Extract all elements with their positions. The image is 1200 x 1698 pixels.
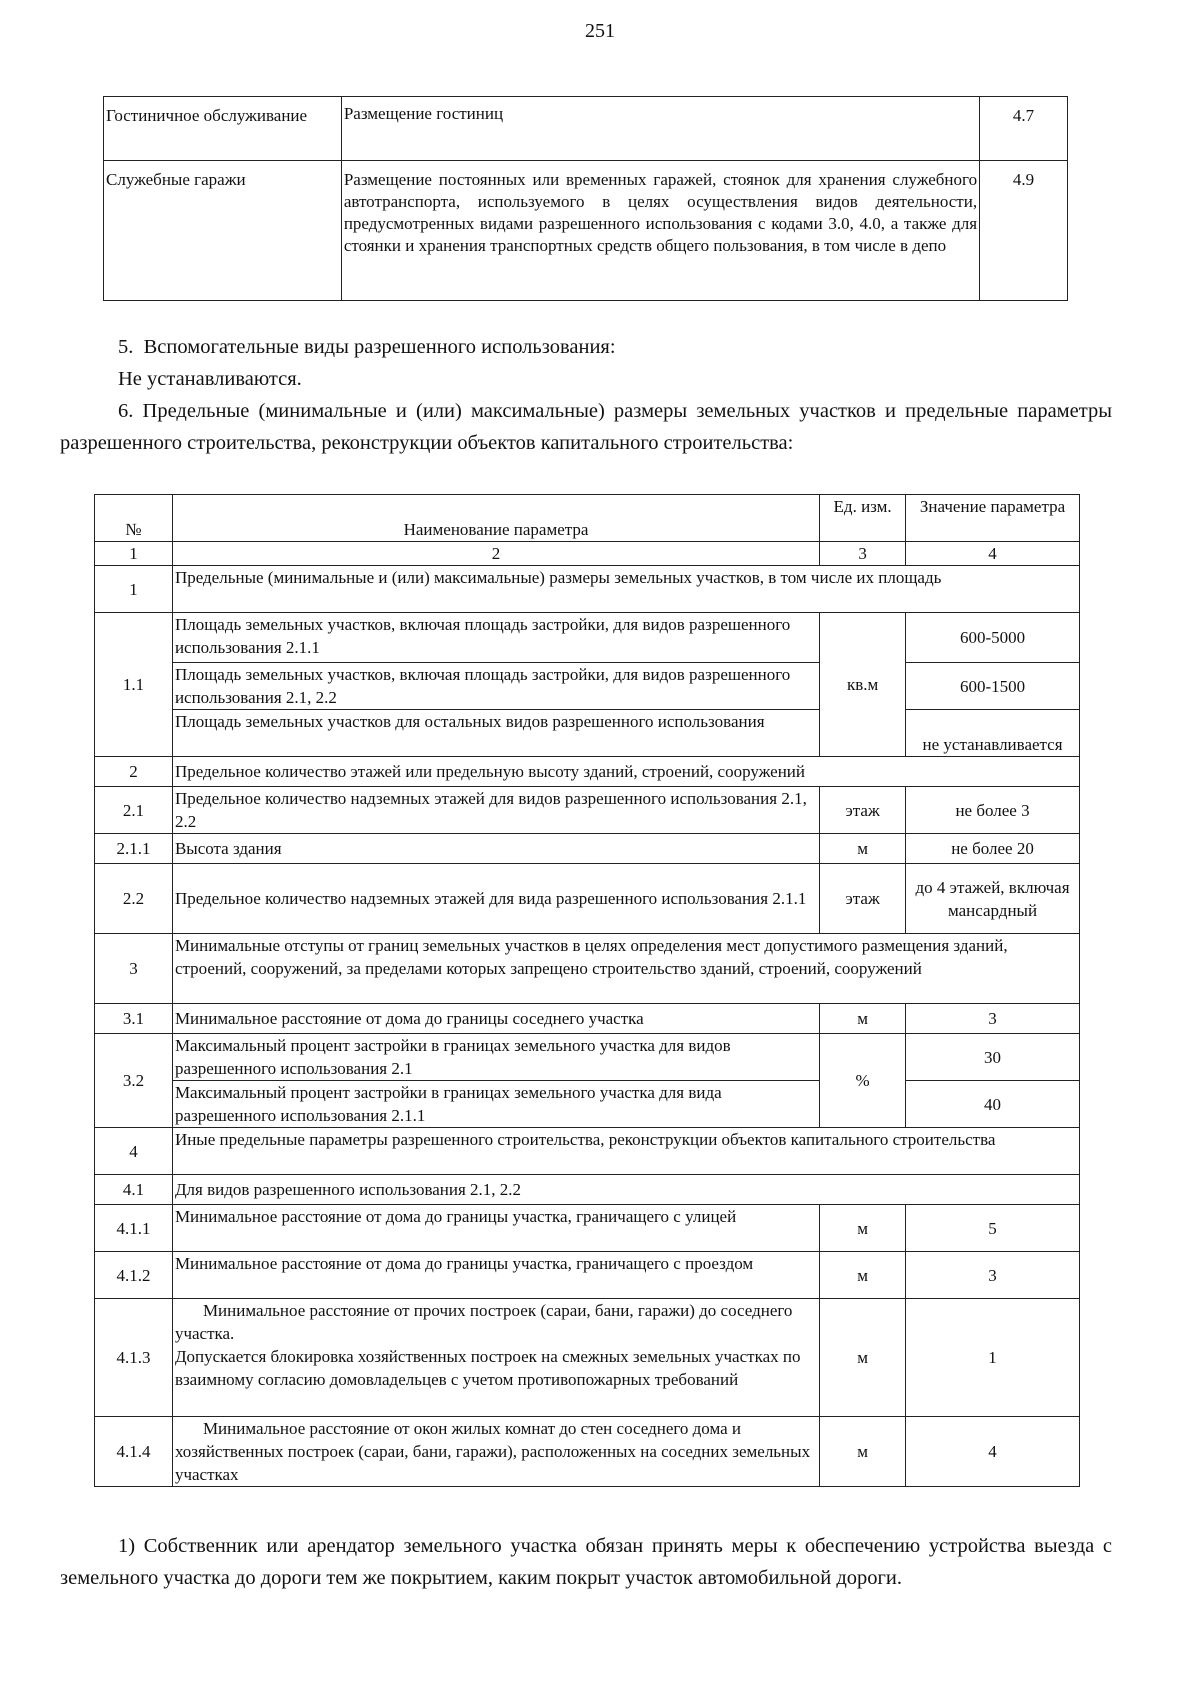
- row-value: до 4 этажей, включая мансардный: [906, 864, 1080, 934]
- table-row: [95, 1034, 1080, 1081]
- row-name: Предельное количество надземных этажей для вида разрешенного использования 2.1.1: [172, 864, 819, 934]
- footnote: 1) Собственник или арендатор земельного участка обязан принять меры к обеспечению устройства выезда с земельного участка до дороги тем же покрытием, каким покрыт участок автомобильной дороги.: [60, 1535, 1112, 1589]
- row-name: Для видов разрешенного использования 2.1, 2.2: [172, 1175, 1079, 1205]
- header-unit: Ед. изм.: [820, 495, 906, 542]
- row-name: Минимальное расстояние от окон жилых комнат до стен соседнего дома и хозяйственных построек (сараи, бани, гаражи), расположенных на соседних земельных участках: [172, 1417, 819, 1487]
- row-name: Площадь земельных участков, включая площадь застройки, для видов разрешенного использования 2.1.1: [172, 613, 819, 663]
- row-unit: кв.м: [820, 613, 906, 757]
- row-name: Максимальный процент застройки в границах земельного участка для вида разрешенного использования 2.1.1: [172, 1081, 819, 1128]
- table-row: [95, 757, 1080, 787]
- row-value: 4: [906, 1417, 1080, 1487]
- table-row: [95, 1128, 1080, 1175]
- row-value: 3: [906, 1252, 1080, 1299]
- row-value: 1: [906, 1299, 1080, 1417]
- table-row: [95, 566, 1080, 613]
- row-unit: этаж: [820, 787, 906, 834]
- row-num: 1.1: [95, 613, 173, 757]
- table-row: [95, 834, 1080, 864]
- row-name: Максимальный процент застройки в границах земельного участка для видов разрешенного использования 2.1: [172, 1034, 819, 1081]
- section-6-heading: 6. Предельные (минимальные и (или) максимальные) размеры земельных участков и предельные параметры разрешенного строительства, реконструкции объектов капитального строительства:: [60, 400, 1112, 454]
- table-row: [104, 161, 1068, 301]
- row-num: 2.1.1: [95, 834, 173, 864]
- row-name: Площадь земельных участков для остальных видов разрешенного использования: [172, 710, 819, 757]
- row-unit: м: [820, 834, 906, 864]
- header-value: Значение параметра: [906, 495, 1080, 542]
- header-num: №: [95, 495, 173, 542]
- row-name: Иные предельные параметры разрешенного строительства, реконструкции объектов капитального строительства: [172, 1128, 1079, 1175]
- row-value: не более 20: [906, 834, 1080, 864]
- col-number: 2: [172, 542, 819, 566]
- col-number: 1: [95, 542, 173, 566]
- section-5-heading: 5. Вспомогательные виды разрешенного использования:: [118, 336, 616, 358]
- use-code: 4.7: [980, 97, 1068, 161]
- section-5-text: Не устанавливаются.: [118, 368, 302, 390]
- table-row: [95, 1175, 1080, 1205]
- table-row: [95, 663, 1080, 710]
- table-row: [95, 1205, 1080, 1252]
- table-row: [95, 1252, 1080, 1299]
- permitted-use-table: [103, 96, 1068, 301]
- row-num: 4.1.3: [95, 1299, 173, 1417]
- row-value: 40: [906, 1081, 1080, 1128]
- row-name: [172, 1299, 819, 1417]
- row-num: 1: [95, 566, 173, 613]
- row-num: 4: [95, 1128, 173, 1175]
- table-row: [95, 1417, 1080, 1487]
- row-value: 600-5000: [906, 613, 1080, 663]
- row-num: 4.1.2: [95, 1252, 173, 1299]
- col-number: 3: [820, 542, 906, 566]
- row-name: Минимальное расстояние от дома до границы участка, граничащего с проездом: [172, 1252, 819, 1299]
- table-row: [95, 1081, 1080, 1128]
- row-num: 3.1: [95, 1004, 173, 1034]
- table-row: [95, 613, 1080, 663]
- header-row: [95, 495, 1080, 542]
- use-description: Размещение гостиниц: [341, 97, 979, 161]
- row-unit: м: [820, 1252, 906, 1299]
- table-row: [95, 1299, 1080, 1417]
- row-name: Минимальные отступы от границ земельных участков в целях определения мест допустимого размещения зданий, строений, сооружений, за пределами которых запрещено строительство зданий, строений, сооружений: [172, 934, 1079, 1004]
- row-num: 2: [95, 757, 173, 787]
- row-name: Площадь земельных участков, включая площадь застройки, для видов разрешенного использования 2.1, 2.2: [172, 663, 819, 710]
- row-value: 3: [906, 1004, 1080, 1034]
- page-number: 251: [585, 20, 615, 42]
- row-unit: м: [820, 1004, 906, 1034]
- row-num: 3.2: [95, 1034, 173, 1128]
- row-name: Минимальное расстояние от дома до границы участка, граничащего с улицей: [172, 1205, 819, 1252]
- row-value: 600-1500: [906, 663, 1080, 710]
- header-name: Наименование параметра: [172, 495, 819, 542]
- row-num: 4.1: [95, 1175, 173, 1205]
- row-name: Минимальное расстояние от дома до границы соседнего участка: [172, 1004, 819, 1034]
- table-row: [95, 710, 1080, 757]
- row-unit: м: [820, 1417, 906, 1487]
- row-num: 4.1.1: [95, 1205, 173, 1252]
- row-unit: м: [820, 1205, 906, 1252]
- table-row: [95, 787, 1080, 834]
- row-name: Предельное количество надземных этажей для видов разрешенного использования 2.1, 2.2: [172, 787, 819, 834]
- row-unit: м: [820, 1299, 906, 1417]
- row-name-line: Допускается блокировка хозяйственных построек на смежных земельных участках по взаимному согласию домовладельцев с учетом противопожарных требований: [174, 1347, 801, 1389]
- use-name: Гостиничное обслуживание: [104, 97, 342, 161]
- table-row: [95, 1004, 1080, 1034]
- row-name: Предельные (минимальные и (или) максимальные) размеры земельных участков, в том числе их площадь: [172, 566, 1079, 613]
- row-num: 4.1.4: [95, 1417, 173, 1487]
- row-value: не более 3: [906, 787, 1080, 834]
- row-unit: %: [820, 1034, 906, 1128]
- table-row: [95, 864, 1080, 934]
- row-unit: этаж: [820, 864, 906, 934]
- row-value: 5: [906, 1205, 1080, 1252]
- table-row: [104, 97, 1068, 161]
- use-code: 4.9: [980, 161, 1068, 301]
- row-num: 3: [95, 934, 173, 1004]
- row-name-line: Минимальное расстояние от прочих построек (сараи, бани, гаражи) до соседнего участка.: [174, 1301, 793, 1343]
- use-description: Размещение постоянных или временных гаражей, стоянок для хранения служебного автотранспорта, используемого в целях осуществления видов деятельности, предусмотренных видами разрешенного использования с кодами 3.0, 4.0, а также для стоянки и хранения транспортных средств общего пользования, в том числе в депо: [341, 161, 979, 301]
- row-value: 30: [906, 1034, 1080, 1081]
- row-num: 2.1: [95, 787, 173, 834]
- row-name: Высота здания: [172, 834, 819, 864]
- row-num: 2.2: [95, 864, 173, 934]
- use-name: Служебные гаражи: [104, 161, 342, 301]
- column-number-row: [95, 542, 1080, 566]
- parameters-table: [94, 494, 1080, 1487]
- row-name: Предельное количество этажей или предельную высоту зданий, строений, сооружений: [172, 757, 1079, 787]
- table-row: [95, 934, 1080, 1004]
- row-value: не устанавливается: [906, 710, 1080, 757]
- col-number: 4: [906, 542, 1080, 566]
